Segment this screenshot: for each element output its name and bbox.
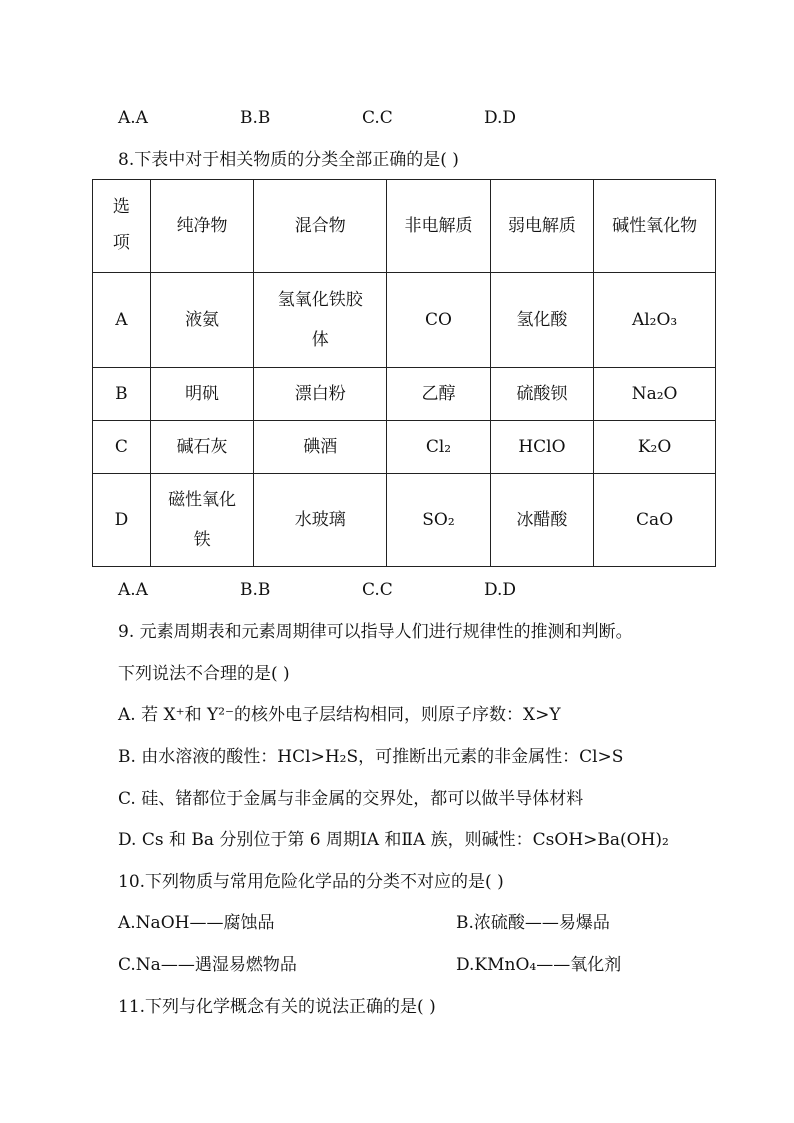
q11-stem: 11.下列与化学概念有关的说法正确的是( ) xyxy=(118,997,436,1017)
table-row xyxy=(93,421,716,474)
q8-option-d: D.D xyxy=(484,580,517,600)
prev-option-d: D.D xyxy=(484,108,517,128)
header-option xyxy=(93,180,151,273)
header-nonelectrolyte: 非电解质 xyxy=(387,180,490,273)
cell-weak-electrolyte: 氢化酸 xyxy=(490,273,593,368)
cell-mixture: 水玻璃 xyxy=(254,474,387,567)
header-mixture: 混合物 xyxy=(254,180,387,273)
table-row xyxy=(93,368,716,421)
table-row xyxy=(93,273,716,368)
cell-label: A xyxy=(93,273,151,368)
q8-stem: 8.下表中对于相关物质的分类全部正确的是( ) xyxy=(118,150,459,170)
prev-option-b: B.B xyxy=(240,108,271,128)
q10-option-c: C.Na——遇湿易燃物品 xyxy=(118,955,297,975)
q9-option-a: A. 若 X⁺和 Y²⁻的核外电子层结构相同，则原子序数：X>Y xyxy=(118,705,561,725)
q9-option-d: D. Cs 和 Ba 分别位于第 6 周期ⅠA 和ⅡA 族，则碱性：CsOH>Ba(OH)₂ xyxy=(118,830,669,850)
cell-nonelectrolyte: SO₂ xyxy=(387,474,490,567)
header-weak-electrolyte: 弱电解质 xyxy=(490,180,593,273)
cell-nonelectrolyte: 乙醇 xyxy=(387,368,490,421)
q9-option-c: C. 硅、锗都位于金属与非金属的交界处，都可以做半导体材料 xyxy=(118,789,584,809)
table-header-row xyxy=(93,180,716,273)
cell-pure xyxy=(150,474,253,567)
cell-weak-electrolyte: 硫酸钡 xyxy=(490,368,593,421)
cell-pure: 液氨 xyxy=(150,273,253,368)
q10-stem: 10.下列物质与常用危险化学品的分类不对应的是( ) xyxy=(118,872,504,892)
cell-basic-oxide: Na₂O xyxy=(594,368,716,421)
q9-stem-line1: 9. 元素周期表和元素周期律可以指导人们进行规律性的推测和判断。 xyxy=(118,622,633,642)
cell-label: C xyxy=(93,421,151,474)
cell-basic-oxide: K₂O xyxy=(594,421,716,474)
q8-option-a: A.A xyxy=(118,580,148,600)
cell-weak-electrolyte: 冰醋酸 xyxy=(490,474,593,567)
cell-label: D xyxy=(93,474,151,567)
cell-pure: 明矾 xyxy=(150,368,253,421)
q9-option-b: B. 由水溶液的酸性：HCl>H₂S，可推断出元素的非金属性：Cl>S xyxy=(118,747,624,767)
header-basic-oxide: 碱性氧化物 xyxy=(594,180,716,273)
q10-option-d: D.KMnO₄——氧化剂 xyxy=(456,955,622,975)
cell-basic-oxide: CaO xyxy=(594,474,716,567)
header-pure: 纯净物 xyxy=(150,180,253,273)
cell-basic-oxide: Al₂O₃ xyxy=(594,273,716,368)
cell-mixture: 碘酒 xyxy=(254,421,387,474)
cell-nonelectrolyte: Cl₂ xyxy=(387,421,490,474)
prev-option-c: C.C xyxy=(362,108,393,128)
cell-mixture-text: 氢氧化铁胶体 xyxy=(277,290,363,350)
cell-pure-text: 磁性氧化铁 xyxy=(168,490,237,550)
q8-option-b: B.B xyxy=(240,580,271,600)
cell-weak-electrolyte: HClO xyxy=(490,421,593,474)
q9-stem-line2: 下列说法不合理的是( ) xyxy=(118,664,290,684)
q8-classification-table xyxy=(92,179,716,567)
q8-option-c: C.C xyxy=(362,580,393,600)
cell-mixture: 漂白粉 xyxy=(254,368,387,421)
header-option-text: 选项 xyxy=(112,197,130,253)
table-row xyxy=(93,474,716,567)
cell-nonelectrolyte: CO xyxy=(387,273,490,368)
q10-option-b: B.浓硫酸——易爆品 xyxy=(456,913,610,933)
prev-option-a: A.A xyxy=(118,108,148,128)
cell-label: B xyxy=(93,368,151,421)
q10-option-a: A.NaOH——腐蚀品 xyxy=(118,913,275,933)
cell-pure: 碱石灰 xyxy=(150,421,253,474)
cell-mixture xyxy=(254,273,387,368)
